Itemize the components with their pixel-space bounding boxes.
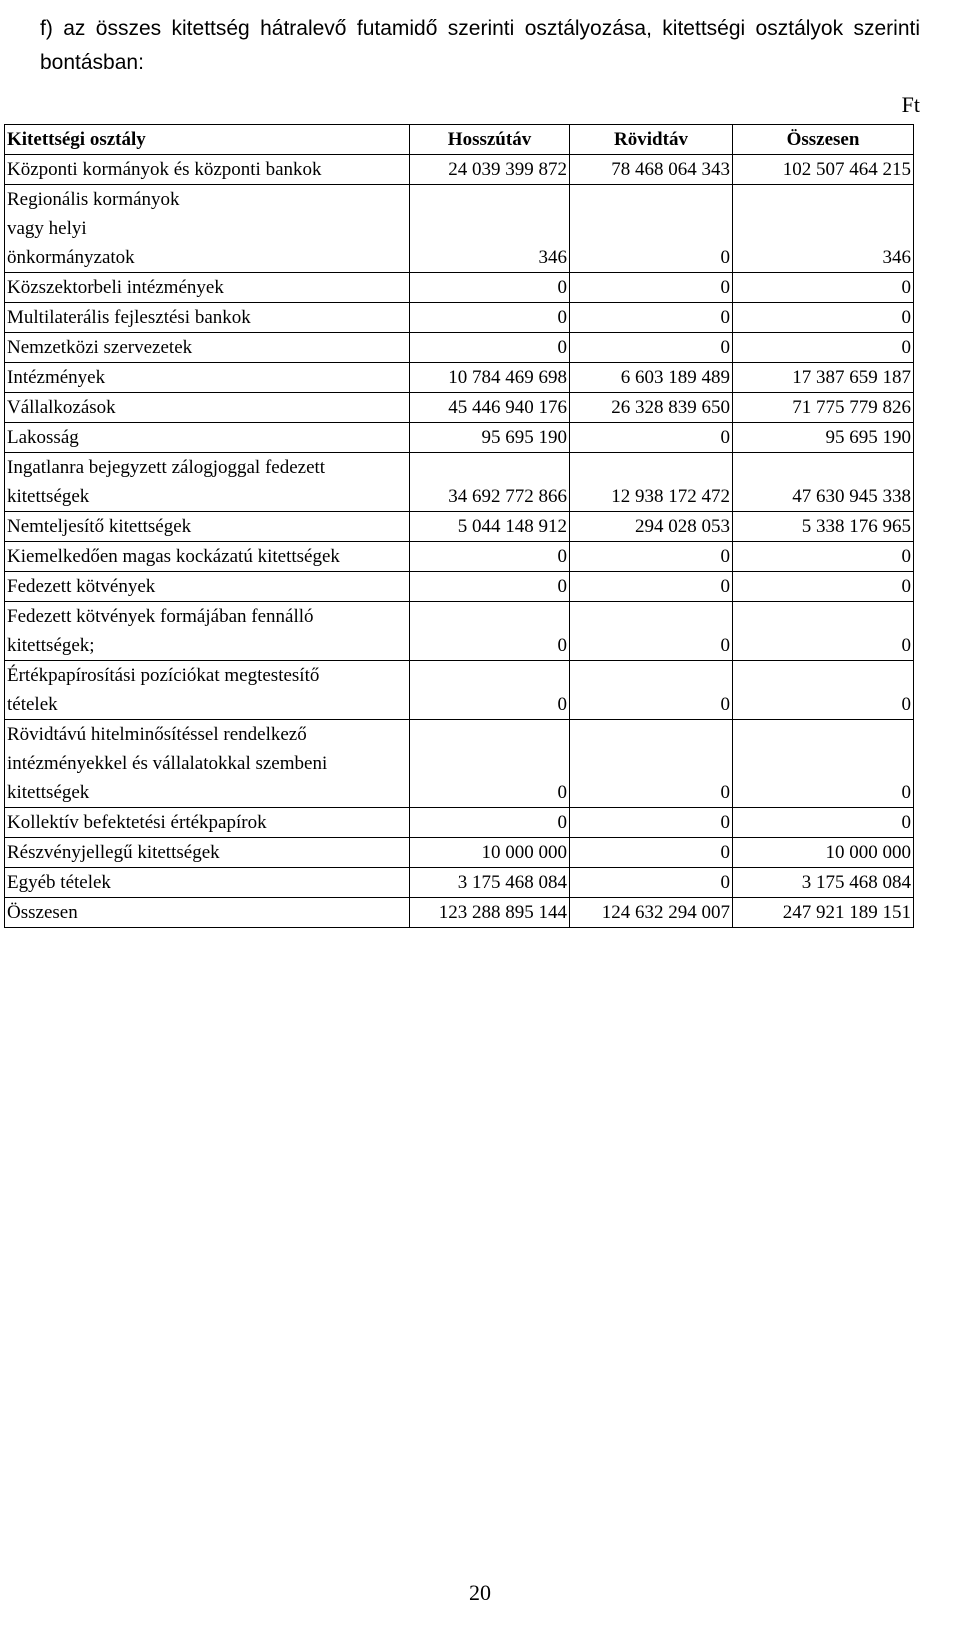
cell-total: 5 338 176 965 [733, 512, 914, 542]
row-label: Részvényjellegű kitettségek [5, 838, 410, 868]
row-label [5, 185, 410, 273]
table-row [5, 602, 914, 661]
table-row [5, 333, 914, 363]
table-row [5, 838, 914, 868]
table-row [5, 453, 914, 512]
cell-short-term: 26 328 839 650 [570, 393, 733, 423]
row-label-text: Regionális kormányok vagy helyi önkormányzatok [7, 189, 180, 268]
cell-long-term: 0 [410, 273, 570, 303]
cell-short-term: 124 632 294 007 [570, 898, 733, 928]
row-label-text: Fedezett kötvények formájában fennálló kitettségek; [7, 606, 314, 656]
table-row [5, 868, 914, 898]
cell-total: 3 175 468 084 [733, 868, 914, 898]
cell-total: 95 695 190 [733, 423, 914, 453]
cell-short-term: 0 [570, 868, 733, 898]
header-row [5, 125, 914, 155]
cell-total: 247 921 189 151 [733, 898, 914, 928]
cell-total: 0 [733, 572, 914, 602]
cell-total: 17 387 659 187 [733, 363, 914, 393]
cell-total: 0 [733, 808, 914, 838]
cell-long-term: 0 [410, 572, 570, 602]
cell-long-term: 10 000 000 [410, 838, 570, 868]
row-label: Fedezett kötvények [5, 572, 410, 602]
cell-total: 0 [733, 273, 914, 303]
header-short-term: Rövidtáv [570, 125, 733, 155]
cell-short-term: 0 [570, 838, 733, 868]
table-row [5, 720, 914, 808]
row-label-text: Értékpapírosítási pozíciókat megtestesítő tételek [7, 665, 320, 715]
table-row [5, 185, 914, 273]
table-row [5, 363, 914, 393]
row-label [5, 720, 410, 808]
section-heading: f) az összes kitettség hátralevő futamidő szerinti osztályozása, kitettségi osztályok szerinti bontásban: [40, 17, 920, 74]
table-row [5, 393, 914, 423]
cell-long-term: 3 175 468 084 [410, 868, 570, 898]
cell-long-term: 0 [410, 542, 570, 572]
row-label: Nemteljesítő kitettségek [5, 512, 410, 542]
table-row [5, 808, 914, 838]
table-row [5, 155, 914, 185]
cell-short-term: 0 [570, 572, 733, 602]
row-label: Egyéb tételek [5, 868, 410, 898]
row-label-text: Rövidtávú hitelminősítéssel rendelkező intézményekkel és vállalatokkal szembeni kitettségek [7, 724, 328, 803]
cell-long-term: 123 288 895 144 [410, 898, 570, 928]
cell-long-term: 34 692 772 866 [410, 453, 570, 512]
cell-short-term: 0 [570, 720, 733, 808]
header-total: Összesen [733, 125, 914, 155]
cell-short-term: 0 [570, 661, 733, 720]
cell-short-term: 0 [570, 185, 733, 273]
row-label: Kollektív befektetési értékpapírok [5, 808, 410, 838]
cell-long-term: 10 784 469 698 [410, 363, 570, 393]
cell-short-term: 294 028 053 [570, 512, 733, 542]
cell-long-term: 0 [410, 720, 570, 808]
cell-short-term: 0 [570, 333, 733, 363]
page-number: 20 [469, 1580, 491, 1605]
cell-short-term: 0 [570, 423, 733, 453]
table-row [5, 273, 914, 303]
cell-long-term: 95 695 190 [410, 423, 570, 453]
row-label: Összesen [5, 898, 410, 928]
cell-short-term: 0 [570, 808, 733, 838]
cell-total: 71 775 779 826 [733, 393, 914, 423]
cell-short-term: 0 [570, 602, 733, 661]
cell-total: 0 [733, 661, 914, 720]
cell-short-term: 0 [570, 303, 733, 333]
cell-long-term: 0 [410, 661, 570, 720]
cell-long-term: 0 [410, 602, 570, 661]
table-row [5, 542, 914, 572]
cell-long-term: 45 446 940 176 [410, 393, 570, 423]
row-label [5, 602, 410, 661]
table-row [5, 572, 914, 602]
header-exposure-class: Kitettségi osztály [5, 125, 410, 155]
row-label [5, 453, 410, 512]
header-long-term: Hosszútáv [410, 125, 570, 155]
cell-short-term: 6 603 189 489 [570, 363, 733, 393]
currency-unit: Ft [901, 92, 920, 117]
cell-total: 10 000 000 [733, 838, 914, 868]
cell-total: 102 507 464 215 [733, 155, 914, 185]
row-label: Intézmények [5, 363, 410, 393]
table-row [5, 512, 914, 542]
row-label: Lakosság [5, 423, 410, 453]
cell-total: 0 [733, 542, 914, 572]
cell-total: 0 [733, 720, 914, 808]
table-row [5, 661, 914, 720]
row-label: Közszektorbeli intézmények [5, 273, 410, 303]
cell-long-term: 0 [410, 333, 570, 363]
cell-long-term: 0 [410, 808, 570, 838]
table-row [5, 423, 914, 453]
row-label: Nemzetközi szervezetek [5, 333, 410, 363]
row-label [5, 661, 410, 720]
cell-long-term: 24 039 399 872 [410, 155, 570, 185]
cell-long-term: 0 [410, 303, 570, 333]
row-label: Multilaterális fejlesztési bankok [5, 303, 410, 333]
cell-total: 0 [733, 333, 914, 363]
table-row-total [5, 898, 914, 928]
row-label: Kiemelkedően magas kockázatú kitettségek [5, 542, 410, 572]
row-label-text: Ingatlanra bejegyzett zálogjoggal fedezett kitettségek [7, 457, 326, 507]
cell-long-term: 5 044 148 912 [410, 512, 570, 542]
cell-total: 346 [733, 185, 914, 273]
row-label: Központi kormányok és központi bankok [5, 155, 410, 185]
row-label: Vállalkozások [5, 393, 410, 423]
cell-total: 0 [733, 602, 914, 661]
cell-short-term: 0 [570, 542, 733, 572]
cell-long-term: 346 [410, 185, 570, 273]
cell-short-term: 78 468 064 343 [570, 155, 733, 185]
cell-total: 0 [733, 303, 914, 333]
table-row [5, 303, 914, 333]
cell-short-term: 0 [570, 273, 733, 303]
cell-total: 47 630 945 338 [733, 453, 914, 512]
cell-short-term: 12 938 172 472 [570, 453, 733, 512]
exposure-table [4, 124, 914, 928]
